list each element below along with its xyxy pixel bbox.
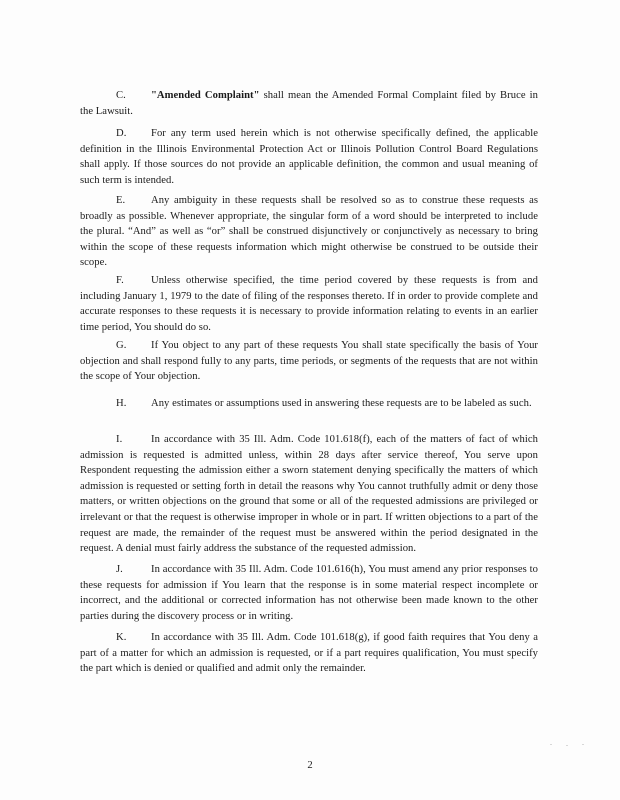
paragraph-g [80,338,538,385]
paragraph-text: Unless otherwise specified, the time period covered by these requests is from and including January 1, 1979 to the date of filing of the responses thereto. If in order to provide complete and accurate responses to these requests it is necessary to provide information relating to events in an earlier time period, You should do so. [80,275,538,333]
paragraph-letter: I. [116,434,123,445]
paragraph-text: In accordance with 35 Ill. Adm. Code 101.618(g), if good faith requires that You deny a part of a matter for which an admission is requested, or if a part requires qualification, You must specify the part which is denied or qualified and admit only the remainder. [80,632,538,675]
paragraph-h [80,396,538,412]
paragraph-e [80,193,538,271]
paragraph-text: Any ambiguity in these requests shall be resolved so as to construe these requests as broadly as possible. Whenever appropriate, the singular form of a word should be interpreted to include the plural. “And” as well as “or” shall be construed disjunctively or conjunctively as necessary to bring within the scope of these requests information which might otherwise be construed to be outside their scope. [80,195,538,269]
paragraph-text: If You object to any part of these requests You shall state specifically the basis of Your objection and shall respond fully to any parts, time periods, or segments of the requests that are not within the scope of Your objection. [80,340,538,383]
paragraph-j [80,562,538,624]
paragraph-i [80,432,538,557]
page-number: 2 [307,760,313,771]
paragraph-letter: G. [116,340,127,351]
paragraph-f [80,273,538,335]
paragraph-text: In accordance with 35 Ill. Adm. Code 101.616(h), You must amend any prior responses to these requests for admission if You learn that the response is in some material respect incomplete or incorrect, and the additional or corrected information has not otherwise been made known to the other parties during the discovery process or in writing. [80,564,538,622]
paragraph-letter: K. [116,632,127,643]
paragraph-text: Any estimates or assumptions used in answering these requests are to be labeled as such. [151,398,532,409]
scan-speck [566,745,568,746]
paragraph-d [80,126,538,188]
paragraph-letter: J. [116,564,123,575]
paragraph-text: shall mean the Amended Formal Complaint filed by Bruce in the Lawsuit. [80,90,539,117]
paragraph-letter: E. [116,195,126,206]
paragraph-letter: H. [116,398,127,409]
paragraph-k [80,630,538,677]
scan-speck [582,744,584,745]
scan-speck [550,744,552,745]
paragraph-letter: D. [116,128,127,139]
paragraph-letter: C. [116,90,126,101]
paragraph-text: In accordance with 35 Ill. Adm. Code 101.618(f), each of the matters of fact of which admission is requested is admitted unless, within 28 days after service thereof, You serve upon Respondent requesting the admission either a sworn statement denying specifically the matters of which admission is requested or setting forth in detail the reasons why You cannot truthfully admit or deny those matters, or written objections on the ground that some or all of the requested admissions are privileged or irrelevant or that the request is otherwise improper in whole or in part. If written objections to a part of the request are made, the remainder of the request must be answered within the period designated in the request. A denial must fairly address the substance of the requested admission. [80,434,538,555]
defined-term: "Amended Complaint" [151,90,260,101]
paragraph-c [80,88,538,119]
paragraph-letter: F. [116,275,124,286]
paragraph-text: For any term used herein which is not otherwise specifically defined, the applicable definition in the Illinois Environmental Protection Act or Illinois Pollution Control Board Regulations shall apply. If those sources do not provide an applicable definition, the common and usual meaning of such term is intended. [80,128,538,186]
